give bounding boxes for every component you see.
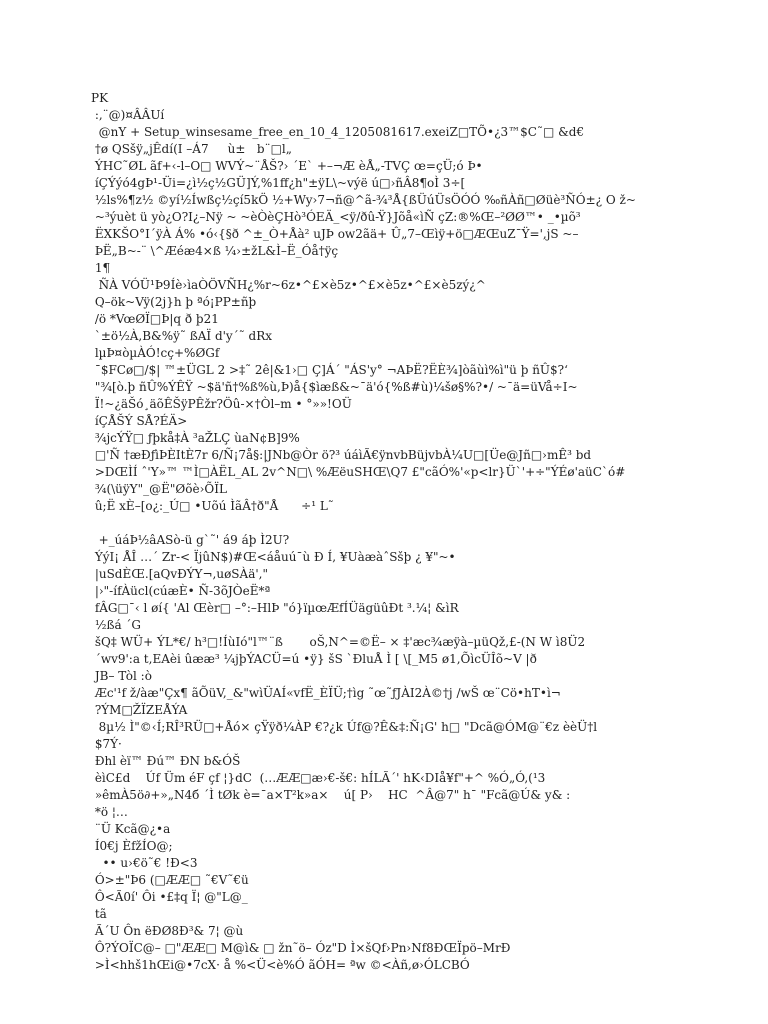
document-body [91,90,691,974]
text-line: $7Ý· [91,737,122,751]
text-line: Ô<Ã0í' Ôi •£‡q Ï¦ @"L@_ [91,890,248,904]
text-line: Ô?ÝOÏC@– □"ÆÆ□ M@ì& □ žn˜ö– Óz"D Ì×šQf›Pn›Nf8ÐŒÏpö–MrÐ [91,941,511,955]
text-line: `±ö½À,B&%ÿ˜ ßAÏ d'y´˜ dRx [91,329,272,343]
text-line: ~³ýuèt ü yò¿O?I¿–Nÿ ~ ~èÒèÇHò³ÓEÄ_<ÿ/ðû-Ÿ}Jõå«ìÑ çZ:®%Œ–²ØØ™• _•µõ³ [91,210,581,224]
text-line: ?ÝM□ŽÏZEÅÝA [91,703,188,717]
text-line: èìC£d Úf Üm éF çf ¦}dC (…ÆÆ□æ›€-š€: hÍLÃ´' hK‹DIå¥f"+^ %Ó„Ó,(¹3 [91,771,546,785]
text-line: +_úáÞ½âASò-ü g`˜' á9 áþ Ì2U? [91,533,290,547]
text-line: *ö ¦… [91,805,128,819]
text-line: †ø QSšÿ„jÊdí(I –Á7 ù± b¨□l„ [91,142,292,156]
text-line: :,¨@)¤ÂÂUí [91,108,165,122]
text-line: Ã´U Ôn ëÐØ8Ð³& 7¦ @ù [91,924,244,938]
text-line: ¾(\üÿY"_@Ë"Øõè›ÕÏL [91,482,227,496]
text-line: ¯$FCø□/$| ™±ÜGL 2 >‡˜ 2ê|&1›□ Ç]Á´ "ÁS'y° ¬AÞË?ËÈ¾]òãùì%ì"ü þ ñÛ$?‘ [91,363,568,377]
text-line: ÝHC˜ØL ãf+‹-l–O□ WVÝ~¨ÅŠ?› ´E` +–¬Æ èÅ„-TVÇ œ=çÜ;ó Þ• [91,159,483,173]
text-line: 8µ½ Ì"©‹Í;RÎ³RÜ□+Åó× çŸÿð¼ÀP €?¿k Úf@?Ê&‡:Ñ¡G' h□ "Dcã@ÓM@¨€z èèÜ†l [91,720,598,734]
text-line: »êmÀ5ö∂+»„N4б ´Ì tØk è=¯a×T²k»a× ú[ P› HC ^Â@7" h¯ "Fcã@Ú& y& : [91,788,571,802]
text-line: ÞË„B~-¨ \^Æéæ4×ß ¼›±žL&Ì–Ë_Óå†ÿç [91,244,339,258]
text-line: lµÞ¤òµÀÓ!cç+%ØGf [91,346,220,360]
text-line: JB– Tòl :ò [91,669,152,683]
text-line: Ðhl èï™ Ðú™ ÐN b&ÓŠ [91,754,241,768]
text-line: šQ‡ WÜ+ ÝL*€/ h³□!ÍùIó"l™¨ß oŠ,N^=©Ë– × ‡'æc¾æÿà–µüQž,£-(N W ì8Ü2 [91,635,586,649]
text-line: >Ì<hhš1hŒi@•7cX· å %<Ü<è%Ó ãÓH= ªw ©<Àñ,ø›ÓLCBÓ [91,958,470,972]
text-line: ´wv9':a t,EAèi ûææ³ ¼jþÝACÜ=ú •ÿ} šS `ÐluÅ Ì [ \[_M5 ø1,ÕìcÜÎõ~V |ð [91,652,537,666]
text-line: Æc'¹f ž/àæ"Çx¶ ãÕüV,_&"wìÜAÍ«vfË_ÈÏÜ;†ìg ˜œ˜ƒJÀI2À©†j /wŠ œ¨Cö•hT•ì¬ [91,686,561,700]
text-line: |uSdÈŒ.[aQvÐÝY¬,uøSÀä'," [91,567,268,581]
text-line: >DŒÌÍ ˆ'Y»™ ™Ì□ÀËL_AL 2v^N□\ %ÆëuSHŒ\Q7 £"cãÓ%'«p<lr}Ü`'+÷"ÝÉø'aüC`ó# [91,465,626,479]
text-line: ½ßá ´G [91,618,142,632]
text-line: ËXKŠO°I´ÿÀ Á% •ó‹{§ð ^±_Ò+Åà² uJÞ ow2ãä+ Û„7–Œìÿ+ö□ÆŒuZ¯Ÿ=',jS ~– [91,227,579,241]
text-line: û;Ë xÈ–[o¿:_Ú□ •Uõú ÌãÂ†ð"Å ÷¹ L˜ [91,499,334,513]
text-line: ¨Ü Kcã@¿•a [91,822,171,836]
text-line: |›"-ífÀücl(cúæÈ• Ñ-3õJÒeË*ª [91,584,271,598]
text-line: ½ls%¶z½ ©yí½Íwßç½çí5kÖ ½+Wy›7¬ñ@^ã-¾³Å{ßÜúÜsÖÓÓ ‰ñÀñ□Øüè³ÑÓ±¿ O ž~ [91,193,636,207]
text-line: "¾[ò.þ ñÛ%ÝÊŸ ~$ä'ñ†%ß%ù,Þ)å{$ìæß&~¯ä'ó{%ß#ù)¼šø§%?•/ ~¯ä=üVå÷I~ [91,380,578,394]
text-line: Ó>±"Þ6 (□ÆÆ□ ˜€V˜€ü [91,873,249,887]
text-line: /ö *VœØÏ□Þ|q ð þ21 [91,312,219,326]
text-line: 1¶ [91,261,111,275]
text-line: •• u›€ö˜€ !Ð<3 [91,856,198,870]
text-line: Ï!~¿äŠó¸äõÊŠÿPÊžr?Öû-×†Òl–m • °»»!OÜ [91,397,352,411]
text-line: tã [91,907,107,921]
text-line [91,515,691,532]
text-line: ¾jcÝŸ□ ƒþkå‡À ³aŽLÇ ùaN¢B]9% [91,431,300,445]
text-line: ÑÀ VÓÜ¹Þ9Íè›ìaÒÖVÑH¿%r~6z•^£×è5z•^£×è5z•^£×è5zý¿^ [91,278,486,292]
text-line: Í0€j ÈfžÍO@; [91,839,173,853]
text-line: @nY + Setup_winsesame_free_en_10_4_1205081617.exeiZ□TÕ•¿3™$C˜□ &d€ [91,125,585,139]
text-line: □'Ñ †æÐƒìÞÈItÈ7r 6/Ñ¡7å§:|JNb@Òr ö?³ úáìÃ€ÿnvbBüjvbÀ¼U□[Üe@Jñ□›mÊ³ bd [91,448,592,462]
text-line: íÇÅŠÝ SÅ?ÉÄ> [91,414,188,428]
text-line: ÝýI¡ ÅÎ …´ Zr-< ÏjûN$)#Œ<áåuú¯ù Ð Í, ¥UàæàˆSšþ ¿ ¥"~• [91,550,456,564]
text-line: PK [91,91,109,105]
text-line: Q–ök~Vÿ(2j}h þ ªó¡PP±ñþ [91,295,257,309]
text-line: íÇÝýó4gÞ¹-Üi=¿ì½ç½GÜ]Ý,%1ff¿h"±ÿL\~výë ú□›ñÂ8¶oÌ 3÷[ [91,176,466,190]
text-line: fÂG□¯‹ l øí{ 'Al Œèr□ –°:–HlÞ "ó}ïµœÆfÍÜägüûÐt ³.¼¦ &ìR [91,601,459,615]
